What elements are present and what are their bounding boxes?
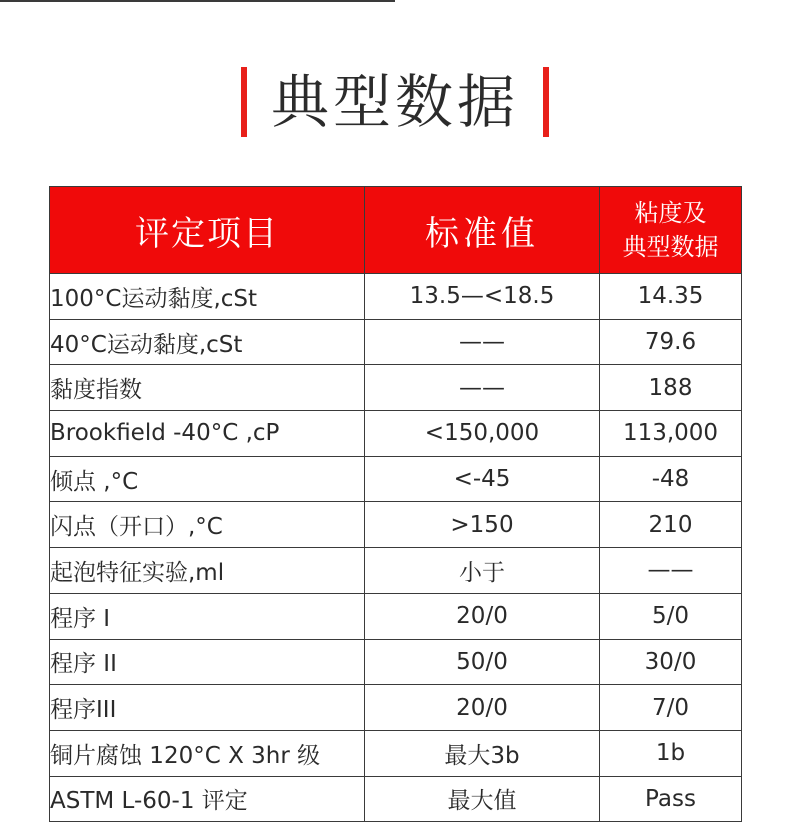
table-row [50,639,742,685]
cell-value: 188 [600,365,742,411]
header-value [600,187,742,274]
table-row [50,776,742,822]
title-left-bar [241,67,247,137]
cell-item: 黏度指数 [50,365,365,411]
cell-standard: 20/0 [365,593,600,639]
table-header-row [50,187,742,274]
table-row [50,456,742,502]
cell-item: 铜片腐蚀 120°C X 3hr 级 [50,730,365,776]
cell-standard: 小于 [365,548,600,594]
table-row [50,685,742,731]
cell-value: 5/0 [600,593,742,639]
cell-value: 1b [600,730,742,776]
cell-item: Brookfield -40°C ,cP [50,411,365,457]
cell-item: 程序 II [50,639,365,685]
cell-standard: —— [365,319,600,365]
cell-value: 79.6 [600,319,742,365]
cell-item: 程序III [50,685,365,731]
cell-standard: —— [365,365,600,411]
cell-item: 40°C运动黏度,cSt [50,319,365,365]
header-standard: 标准值 [365,187,600,274]
table-row [50,548,742,594]
cell-item: 起泡特征实验,ml [50,548,365,594]
table-row [50,274,742,320]
cell-standard: 最大值 [365,776,600,822]
cell-standard: 13.5—<18.5 [365,274,600,320]
cell-standard: <150,000 [365,411,600,457]
table-row [50,730,742,776]
cell-value: Pass [600,776,742,822]
cell-value: 7/0 [600,685,742,731]
typical-data-table [49,186,742,822]
cell-value: -48 [600,456,742,502]
cell-value: —— [600,548,742,594]
header-value-line2: 典型数据 [622,233,719,261]
cell-item: 程序 I [50,593,365,639]
top-divider-line [0,0,395,2]
table-row [50,502,742,548]
title-section [0,62,790,142]
title-right-bar [543,67,549,137]
cell-standard: 最大3b [365,730,600,776]
header-value-line1: 粘度及 [634,199,707,227]
cell-item: 100°C运动黏度,cSt [50,274,365,320]
page-title: 典型数据 [270,68,519,136]
header-item: 评定项目 [50,187,365,274]
cell-value: 14.35 [600,274,742,320]
cell-item: 倾点 ,°C [50,456,365,502]
cell-standard: 20/0 [365,685,600,731]
cell-item: 闪点（开口）,°C [50,502,365,548]
table-row [50,411,742,457]
cell-standard: >150 [365,502,600,548]
cell-value: 113,000 [600,411,742,457]
cell-value: 210 [600,502,742,548]
cell-value: 30/0 [600,639,742,685]
cell-item: ASTM L-60-1 评定 [50,776,365,822]
table-row [50,319,742,365]
cell-standard: <-45 [365,456,600,502]
table-row [50,365,742,411]
cell-standard: 50/0 [365,639,600,685]
table-row [50,593,742,639]
